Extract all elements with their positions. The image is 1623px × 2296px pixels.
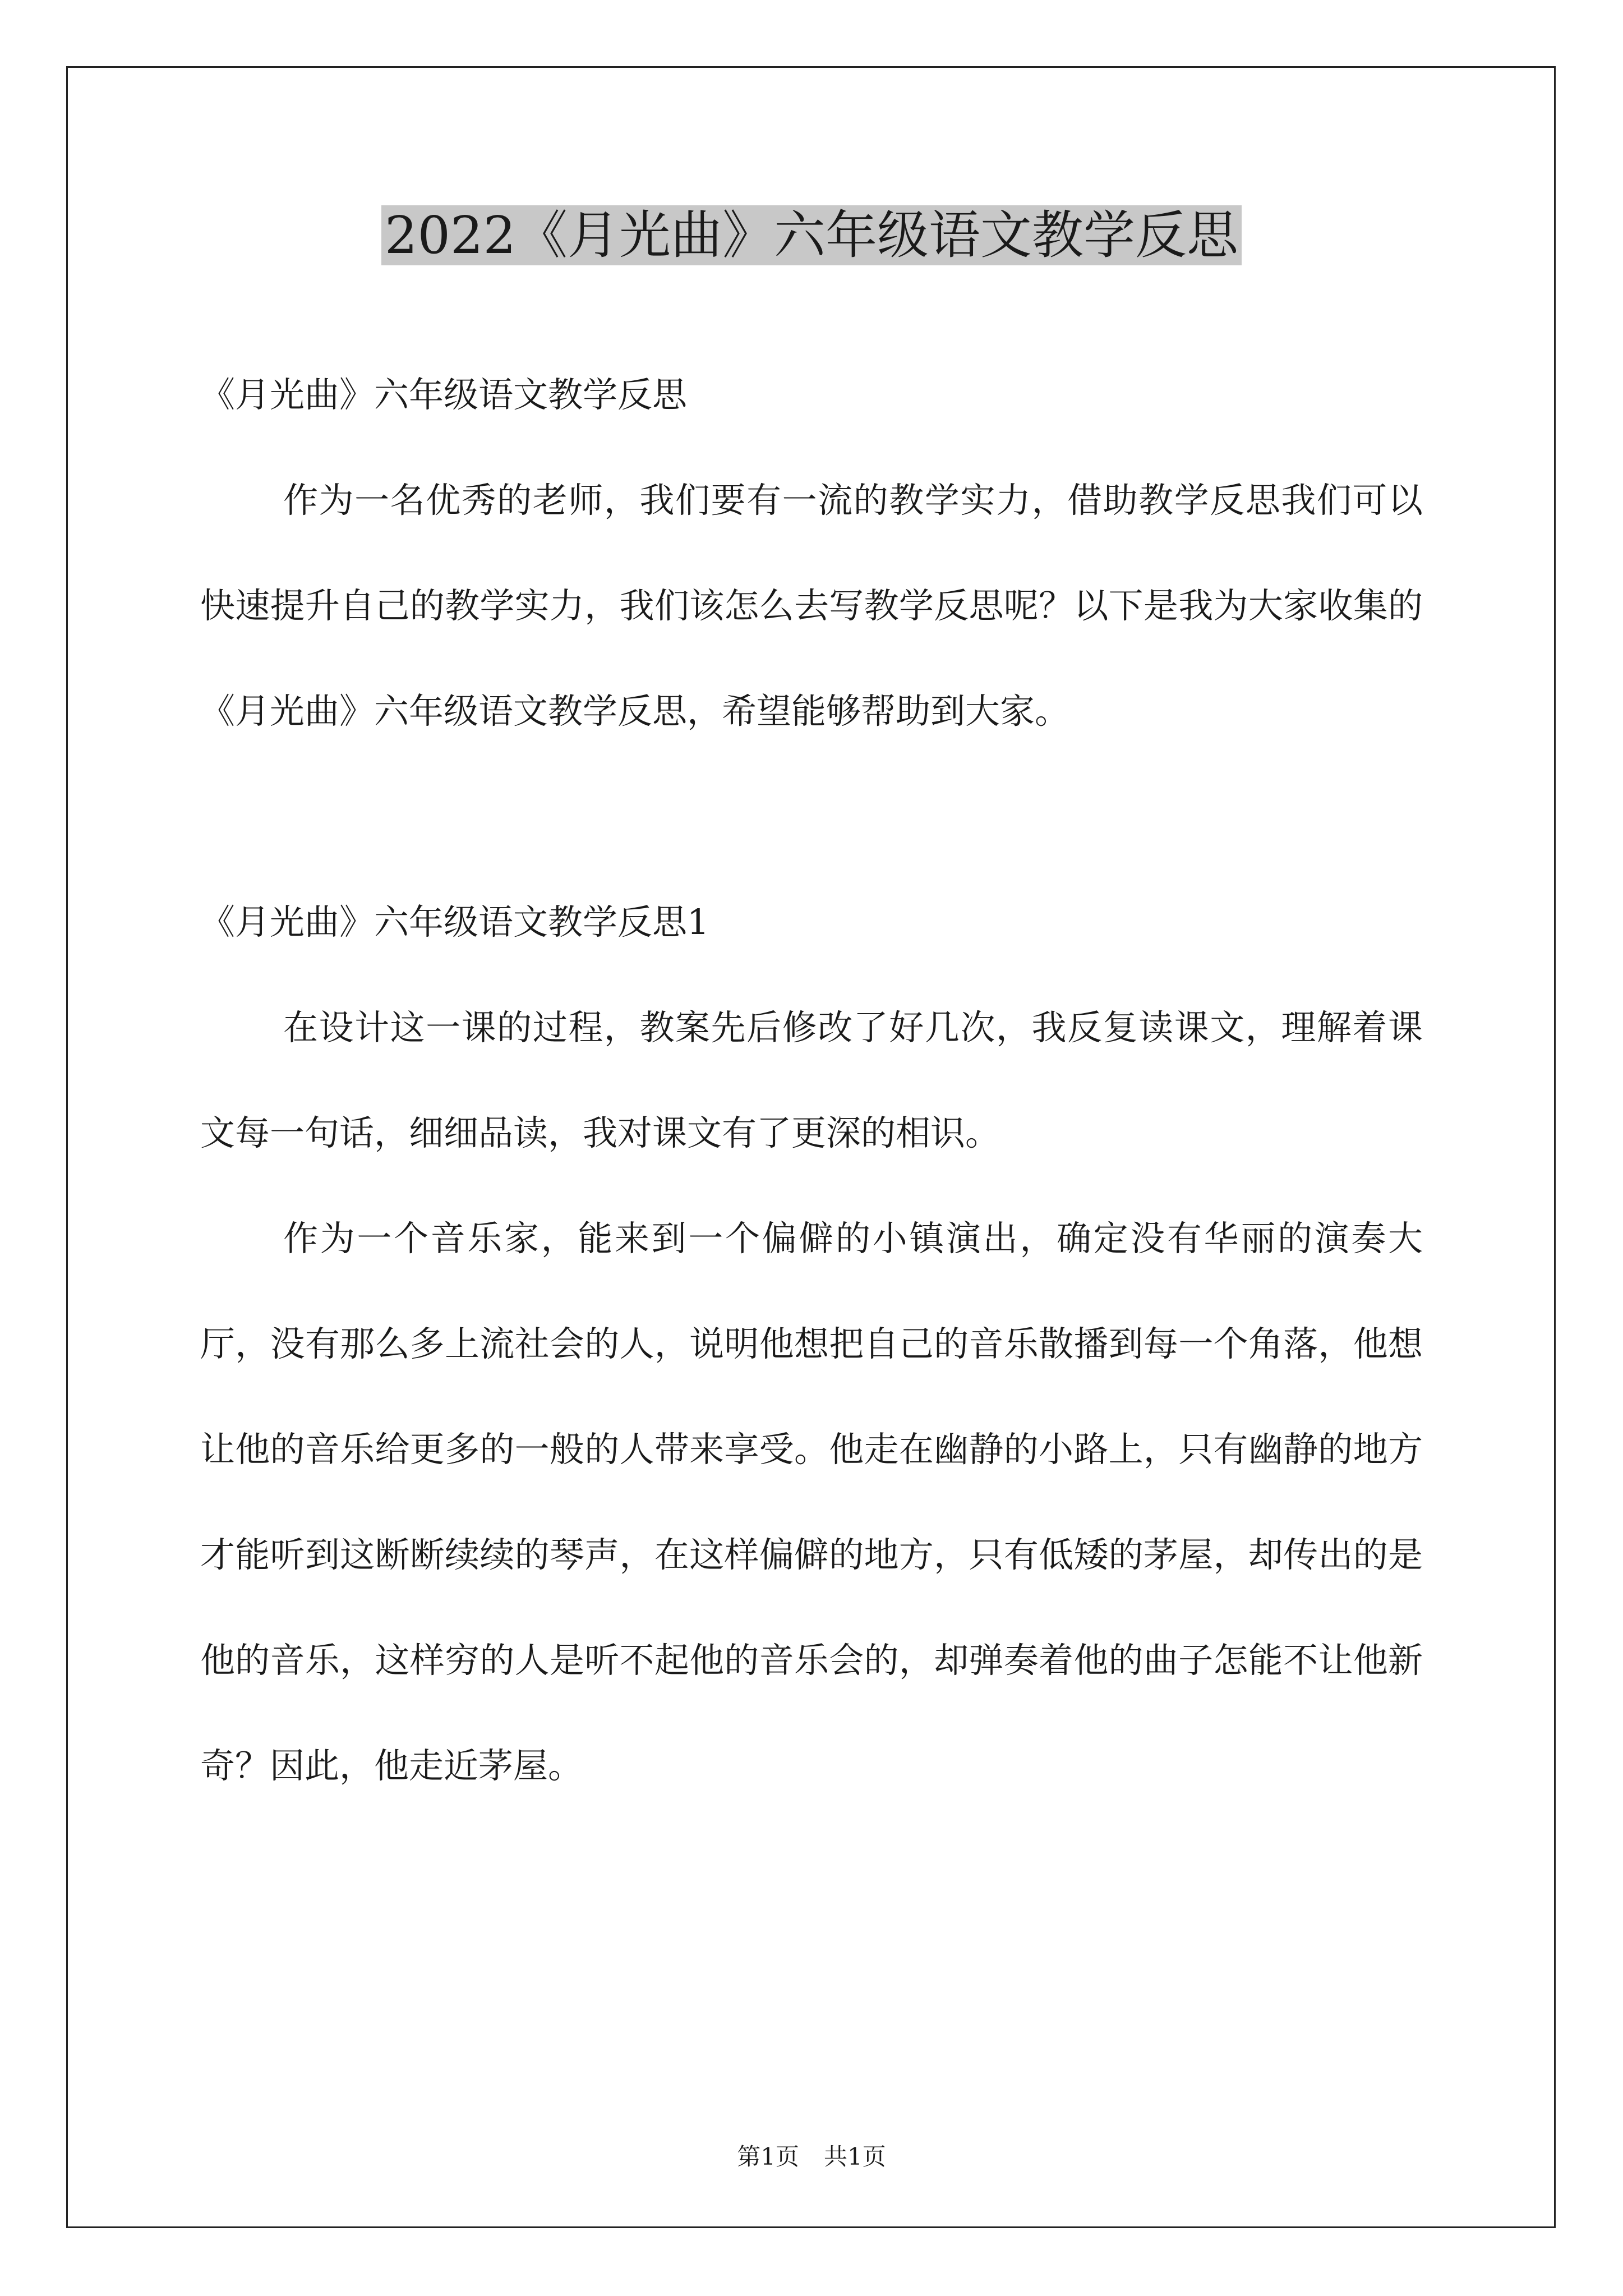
document-body xyxy=(200,342,1423,1819)
section-spacer xyxy=(200,764,1423,869)
section-heading: 《月光曲》六年级语文教学反思1 xyxy=(200,901,709,942)
page-footer xyxy=(0,2140,1623,2174)
document-subtitle: 《月光曲》六年级语文教学反思 xyxy=(200,374,688,415)
intro-paragraph: 作为一名优秀的老师，我们要有一流的教学实力，借助教学反思我们可以快速提升自己的教学实力，我们该怎么去写教学反思呢？以下是我为大家收集的《月光曲》六年级语文教学反思，希望能够帮助到大家。 xyxy=(200,480,1423,731)
document-title-text: 2022《月光曲》六年级语文教学反思 xyxy=(381,205,1242,265)
body-paragraph: 在设计这一课的过程，教案先后修改了好几次，我反复读课文，理解着课文每一句话，细细品读，我对课文有了更深的相识。 xyxy=(200,1007,1423,1153)
page-number-total: 共1页 xyxy=(824,2143,886,2170)
body-paragraph: 作为一个音乐家，能来到一个偏僻的小镇演出，确定没有华丽的演奏大厅，没有那么多上流社会的人，说明他想把自己的音乐散播到每一个角落，他想让他的音乐给更多的一般的人带来享受。他走在幽静的小路上，只有幽静的地方才能听到这断断续续的琴声，在这样偏僻的地方，只有低矮的茅屋，却传出的是他的音乐，这样穷的人是听不起他的音乐会的，却弹奏着他的曲子怎能不让他新奇？因此，他走近茅屋。 xyxy=(200,1218,1423,1786)
page-number-current: 第1页 xyxy=(737,2143,799,2170)
document-title xyxy=(0,196,1623,275)
